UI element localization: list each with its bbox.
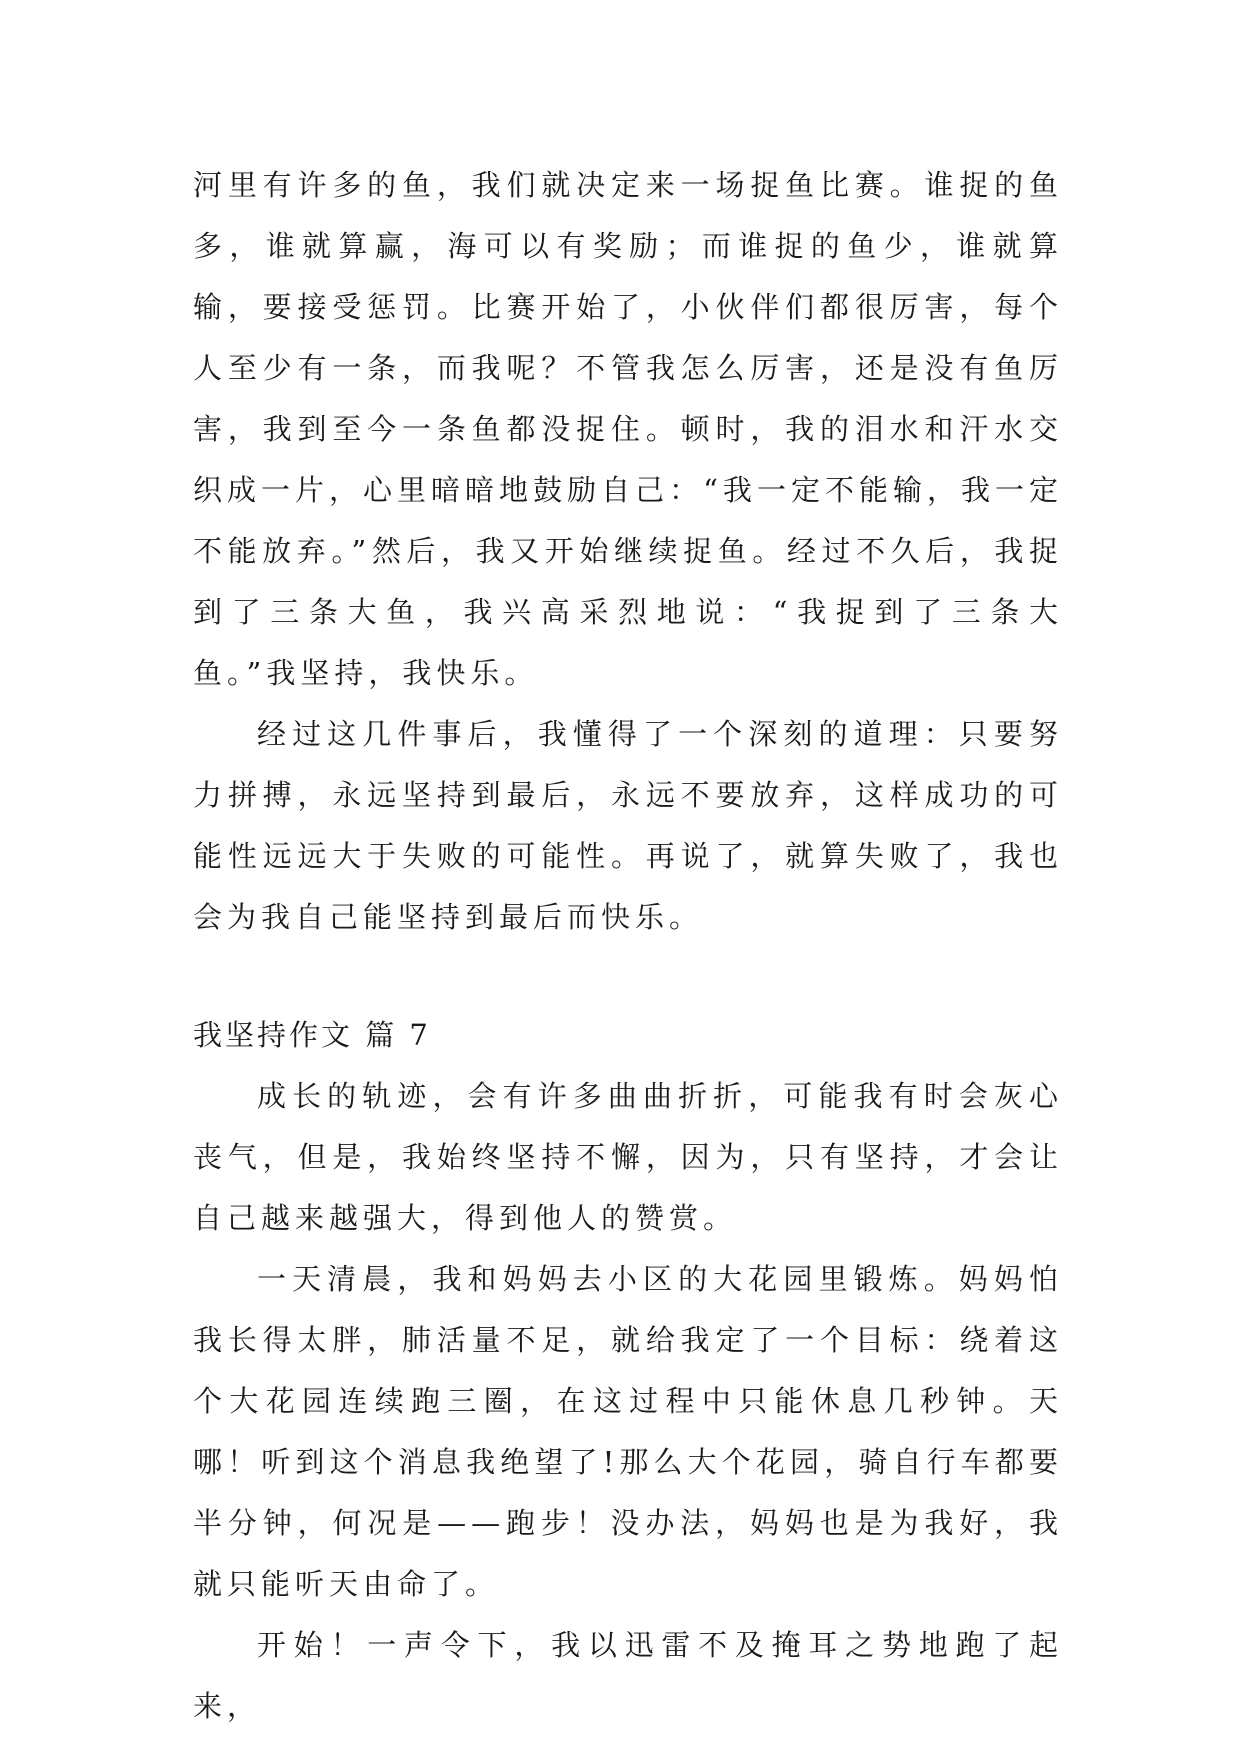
paragraph: 河里有许多的鱼，我们就决定来一场捉鱼比赛。谁捉的鱼多，谁就算赢，海可以有奖励；而谁捉的鱼少，谁就算输，要接受惩罚。比赛开始了，小伙伴们都很厉害，每个人至少有一条，而我呢？不管我怎么厉害，还是没有鱼厉害，我到至今一条鱼都没捉住。顿时，我的泪水和汗水交织成一片，心里暗暗地鼓励自己：“我一定不能输，我一定不能放弃。”然后，我又开始继续捉鱼。经过不久后，我捉到了三条大鱼，我兴高采烈地说：“我捉到了三条大鱼。”我坚持，我快乐。 xyxy=(193,168,1063,690)
section-gap xyxy=(193,948,1063,1005)
paragraph: 一天清晨，我和妈妈去小区的大花园里锻炼。妈妈怕我长得太胖，肺活量不足，就给我定了一个目标：绕着这个大花园连续跑三圈，在这过程中只能休息几秒钟。天哪！听到这个消息我绝望了!那么大个花园，骑自行车都要半分钟，何况是——跑步！没办法，妈妈也是为我好，我就只能听天由命了。 xyxy=(193,1262,1063,1601)
paragraph: 成长的轨迹，会有许多曲曲折折，可能我有时会灰心丧气，但是，我始终坚持不懈，因为，只有坚持，才会让自己越来越强大，得到他人的赞赏。 xyxy=(193,1079,1063,1235)
paragraph: 经过这几件事后，我懂得了一个深刻的道理：只要努力拼搏，永远坚持到最后，永远不要放弃，这样成功的可能性远远大于失败的可能性。再说了，就算失败了，我也会为我自己能坚持到最后而快乐。 xyxy=(193,717,1063,934)
section-heading: 我坚持作文 篇 7 xyxy=(193,1018,431,1052)
paragraph: 开始！一声令下，我以迅雷不及掩耳之势地跑了起来， xyxy=(193,1628,1063,1723)
document-body xyxy=(193,155,1063,1737)
